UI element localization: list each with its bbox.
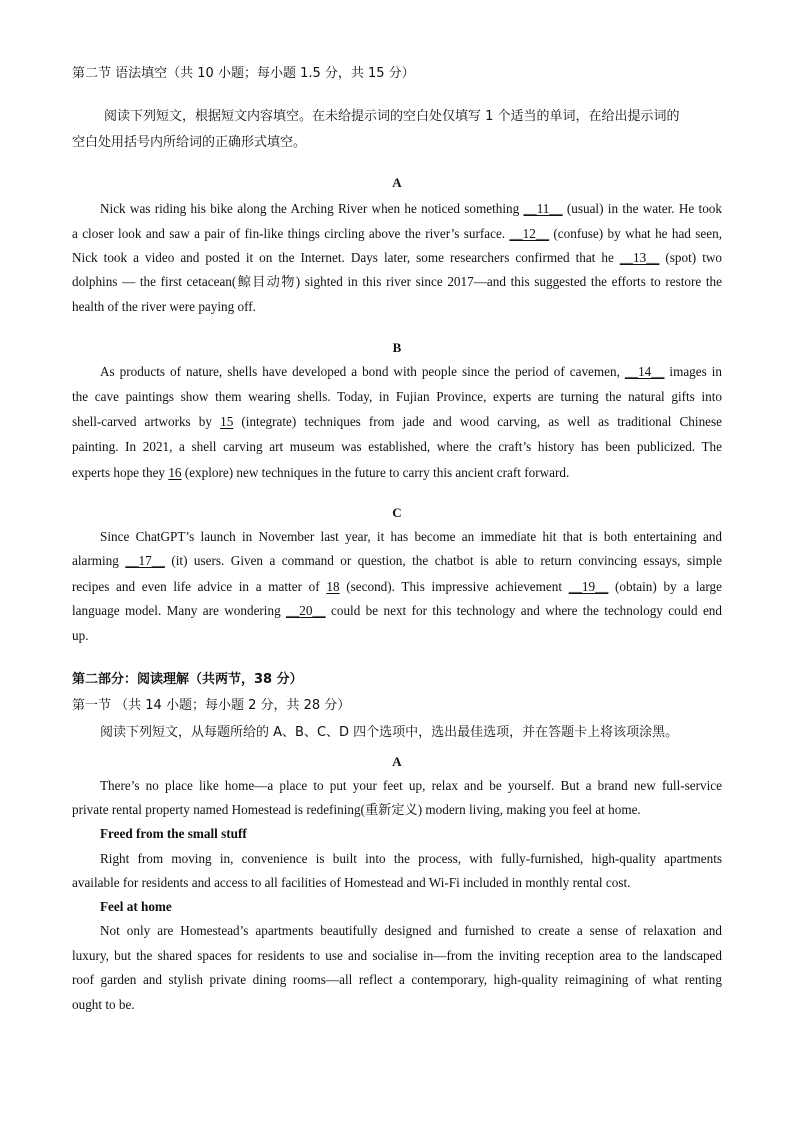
blank: __13__ <box>619 250 660 265</box>
passage-line: the cave paintings show them wearing shells. Today, in Fujian Province, experts are turning the natural gifts into <box>72 389 722 404</box>
part-title: 第二部分：阅读理解（共两节，38 分） <box>72 672 303 687</box>
passage-line: painting. In 2021, a shell carving art museum was established, where the craft’s history has been publicized. The <box>72 439 722 454</box>
passage-line: dolphins — the first cetacean(鲸目动物) sighted in this river since 2017—and this suggested the efforts to restore the <box>72 274 722 289</box>
passage-line: shell-carved artworks by 15 (integrate) techniques from jade and wood carving, as well as traditional Chinese <box>72 414 722 429</box>
passage-line: private rental property named Homestead is redefining(重新定义) modern living, making you feel at home. <box>72 802 641 817</box>
passage-label: C <box>392 505 402 520</box>
blank: 16 <box>168 465 182 480</box>
passage-line: Nick took a video and posted it on the Internet. Days later, some researchers confirmed that he __13__ (spot) two <box>72 250 722 265</box>
passage-line: alarming __17__ (it) users. Given a command or question, the chatbot is able to return convincing essays, simple <box>72 553 722 568</box>
passage-line: language model. Many are wondering __20__ could be next for this technology and where the technology could end <box>72 603 722 618</box>
part-instruction: 阅读下列短文，从每题所给的 A、B、C、D 四个选项中，选出最佳选项，并在答题卡上将该项涂黑。 <box>100 725 679 740</box>
passage-label: B <box>392 340 402 355</box>
passage-line: Since ChatGPT’s launch in November last year, it has become an immediate hit that is both entertaining and <box>100 529 722 544</box>
section-title: 第一节 （共 14 小题；每小题 2 分，共 28 分） <box>72 698 351 713</box>
passage-line: a closer look and saw a pair of fin-like things circling above the river’s surface. __12__ (confuse) by what he had seen, <box>72 226 722 241</box>
passage-line: Right from moving in, convenience is built into the process, with fully-furnished, high-quality apartments <box>100 851 722 866</box>
blank: __20__ <box>286 603 326 618</box>
passage-label: A <box>392 175 402 190</box>
passage-line: recipes and even life advice in a matter of 18 (second). This impressive achievement __19__ (obtain) by a large <box>72 579 723 594</box>
passage-line: up. <box>72 628 89 643</box>
subheading: Feel at home <box>100 899 172 914</box>
passage-line: As products of nature, shells have developed a bond with people since the period of cavemen, __14__ images in <box>100 364 722 379</box>
passage-line: Not only are Homestead’s apartments beautifully designed and furnished to create a sense of relaxation and <box>100 923 722 938</box>
passage-line: ought to be. <box>72 997 135 1012</box>
blank: __11__ <box>523 201 563 216</box>
passage-label: A <box>392 754 402 769</box>
passage-line: health of the river were paying off. <box>72 299 256 314</box>
blank: 18 <box>326 579 340 594</box>
passage-line: Nick was riding his bike along the Arching River when he noticed something __11__ (usual) in the water. He took <box>100 201 722 216</box>
blank: 15 <box>220 414 234 429</box>
passage-line: There’s no place like home—a place to put your feet up, relax and be yourself. But a brand new full-service <box>100 778 722 793</box>
blank: __19__ <box>568 579 609 594</box>
instruction-line: 空白处用括号内所给词的正确形式填空。 <box>72 135 307 150</box>
blank: __14__ <box>624 364 665 379</box>
instruction-line: 阅读下列短文，根据短文内容填空。在未给提示词的空白处仅填写 1 个适当的单词，在给出提示词的 <box>104 109 680 124</box>
blank: __17__ <box>125 553 165 568</box>
passage-line: luxury, but the shared spaces for residents to use and socialise in—from the inviting reception area to the landscaped <box>72 948 722 963</box>
passage-line: experts hope they 16 (explore) new techniques in the future to carry this ancient craft forward. <box>72 465 570 480</box>
passage-line: available for residents and access to all facilities of Homestead and Wi-Fi included in monthly rental cost. <box>72 875 631 890</box>
blank: __12__ <box>509 226 550 241</box>
passage-line: roof garden and stylish private dining rooms—all reflect a contemporary, high-quality reimagining of what renting <box>72 972 722 987</box>
section-title: 第二节 语法填空（共 10 小题；每小题 1.5 分，共 15 分） <box>72 66 415 81</box>
subheading: Freed from the small stuff <box>100 826 247 841</box>
